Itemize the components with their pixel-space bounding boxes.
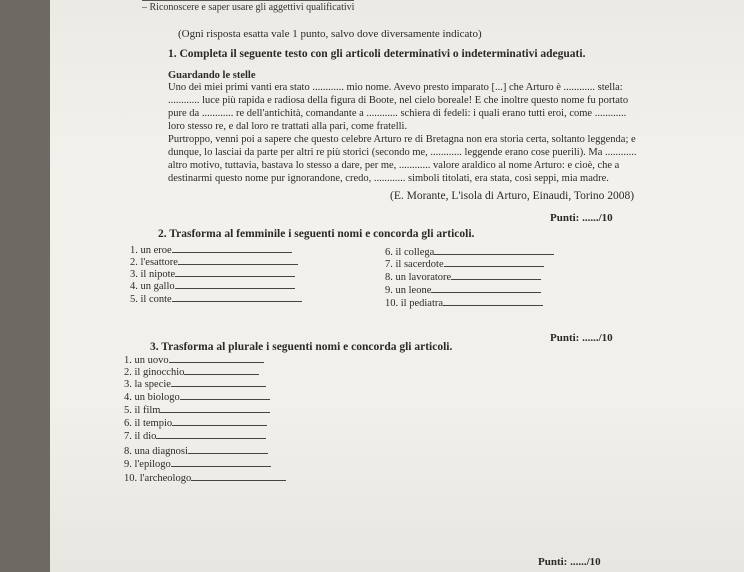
passage-line: dunque, lo lasciai da parte per altri re più storici (secondo me, ............ leggende erano cose puerili). Ma ............ (168, 147, 637, 158)
citation: (E. Morante, L'isola di Arturo, Einaudi, Torino 2008) (390, 190, 635, 202)
list-item: 9. un leone (385, 284, 541, 296)
list-item: 2. il ginocchio (124, 366, 259, 378)
list-item: 7. il sacerdote (385, 258, 544, 270)
passage-line: Uno dei miei primi vanti era stato ............ mio nome. Avevo presto imparato [...] che Arturo è ............ stella: (168, 82, 623, 93)
exercise3-title: 3. Trasforma al plurale i seguenti nomi e concorda gli articoli. (150, 341, 453, 353)
list-item: 5. il conte (130, 293, 302, 305)
list-item: 6. il collega (385, 246, 554, 258)
list-item: 4. un biologo (124, 391, 270, 403)
list-item: 9. l'epilogo (124, 458, 271, 470)
points-label: Punti: ....../10 (550, 212, 613, 224)
passage-line: destinarmi questo nome pur ignorandone, credo, ............ simboli titolati, era stata, così seppi, mia madre. (168, 173, 609, 184)
exercise1-title: 1. Completa il seguente testo con gli articoli determinativi o indeterminativi adeguati. (168, 48, 586, 60)
list-item: 4. un gallo (130, 280, 295, 292)
worksheet-page (50, 0, 744, 572)
list-item: 8. un lavoratore (385, 271, 541, 283)
list-item: 3. la specie (124, 378, 266, 390)
list-item: 8. una diagnosi (124, 445, 268, 457)
list-item: 2. l'esattore (130, 256, 298, 268)
points-label: Punti: ....../10 (550, 332, 613, 344)
passage-title: Guardando le stelle (168, 70, 256, 81)
list-item: 1. un eroe (130, 244, 292, 256)
scoring-note: (Ogni risposta esatta vale 1 punto, salvo dove diversamente indicato) (178, 28, 482, 40)
passage-line: pure da ............ re dell'antichità, comandante a ............ schiera di fedeli: i quali erano tutti eroi, come ............ (168, 108, 627, 119)
passage-line: ............ luce più rapida e radiosa della figura di Boote, nel cielo boreale! E che inoltre questo nome fu portato (168, 95, 629, 106)
list-item: 10. il pediatra (385, 297, 543, 309)
list-item: 3. il nipote (130, 268, 295, 280)
list-item: 5. il film (124, 404, 270, 416)
passage-line: Purtroppo, venni poi a sapere che questo celebre Arturo re di Bretagna non era storia certa, soltanto leggenda; e (168, 134, 636, 145)
list-item: 6. il tempio (124, 417, 267, 429)
points-label: Punti: ....../10 (538, 556, 601, 568)
passage-line: altro motivo, tuttavia, bastava lo stesso a dare, per me, ............ valore araldico al nome Arturo: e cioè, che a (168, 160, 620, 171)
top-strip-text: – Riconoscere e saper usare gli aggettivi qualificativi (142, 2, 355, 13)
list-item: 10. l'archeologo (124, 472, 286, 484)
exercise2-title: 2. Trasforma al femminile i seguenti nomi e concorda gli articoli. (158, 228, 475, 240)
passage-line: loro stesso re, e dal loro re trattati alla pari, come fratelli. (168, 121, 408, 132)
list-item: 1. un uovo (124, 354, 264, 366)
list-item: 7. il dio (124, 430, 266, 442)
